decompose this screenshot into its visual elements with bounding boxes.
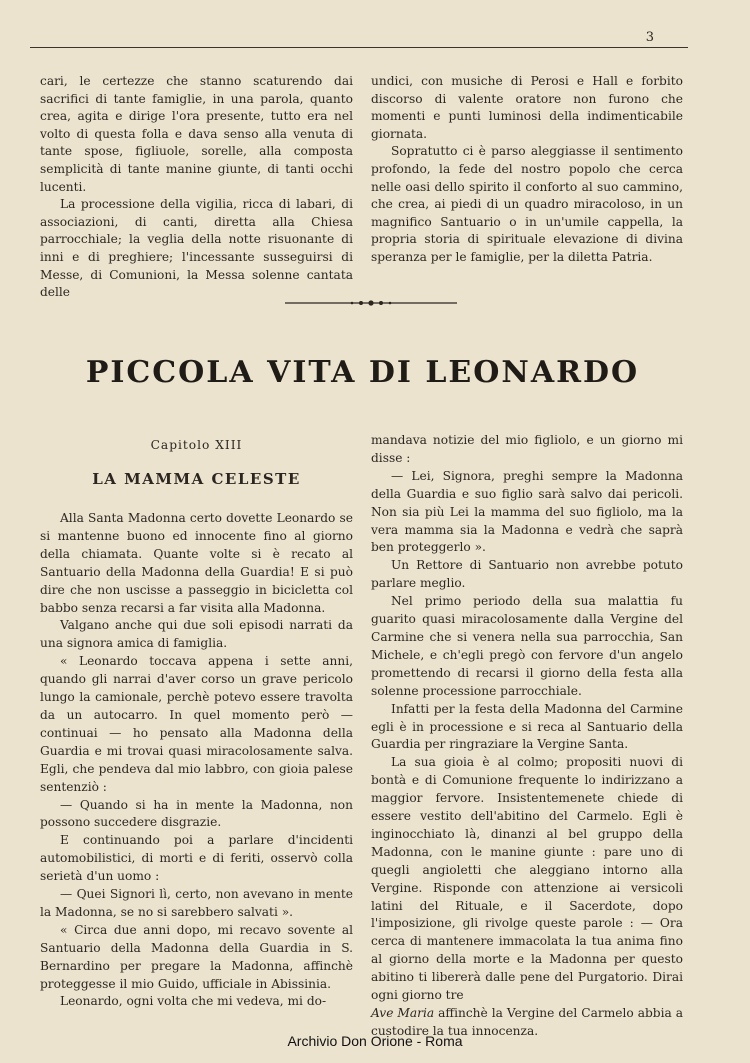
bottom-right-column (371, 432, 683, 1041)
paragraph: La processione della vigilia, ricca di labari, di associazioni, di canti, diretta alla Chiesa parrocchiale; la veglia della notte risuonante di inni e di preghiere; l'incessante susseguirsi di Messe, di Comunioni, la Messa solenne cantata delle (40, 197, 353, 300)
paragraph: mandava notizie del mio figliolo, e un giorno mi disse : (371, 433, 683, 465)
article-title: PICCOLA VITA DI LEONARDO (85, 355, 640, 390)
paragraph: Alla Santa Madonna certo dovette Leonardo se si mantenne buono ed innocente fino al giorno della chiamata. Quante volte si è recato al Santuario della Madonna della Guardia! E si può dire che non uscisse a passeggio in bicicletta col babbo senza recarsi a far visita alla Madonna. (40, 511, 353, 615)
paragraph-text: affinchè la Vergine del Carmelo abbia a custodire la tua innocenza. (371, 1006, 684, 1038)
section-divider-ornament (285, 298, 457, 308)
header-rule (30, 47, 688, 48)
bottom-left-column (40, 510, 353, 1011)
paragraph: La sua gioia è al colmo; propositi nuovi di bontà e di Comunione frequente lo indirizzano a maggior fervore. Insistentemenete chiede di essere vestito dell'abitino del Carmelo. Egli è inginocchiato là, dinanzi al bel gruppo della Madonna, con le manine giunte : pare uno di quegli angioletti che aleggiano intorno alla Vergine. Risponde con attenzione ai versicoli latini del Rituale, e il Sacerdote, dopo l'imposizione, gli rivolge queste parole : — Ora cerca di mantenere immacolata la tua anima fino al giorno della morte e la Madonna per questo abitino ti libererà dalle pene del Purgatorio. Dirai ogni giorno tre (371, 755, 683, 1003)
page-number: 3 (645, 30, 654, 45)
top-right-column (371, 73, 683, 267)
paragraph: Valgano anche qui due soli episodi narrati da una signora amica di famiglia. (40, 618, 353, 651)
paragraph: Infatti per la festa della Madonna del Carmine egli è in processione e si reca al Santuario della Guardia per ringraziare la Vergine Santa. (371, 701, 683, 752)
chapter-title: LA MAMMA CELESTE (92, 470, 301, 488)
paragraph: Leonardo, ogni volta che mi vedeva, mi do- (60, 994, 327, 1009)
paragraph: Sopratutto ci è parso aleggiasse il sentimento profondo, la fede del nostro popolo che cerca nelle oasi dello spirito il conforto al suo cammino, che crea, ai piedi di un quadro miracoloso, in un magnifico Santuario o in un'umile cappella, la propria storia di spirituale elevazione di divina speranza per le famiglie, per la diletta Patria. (371, 144, 683, 264)
paragraph: Nel primo periodo della sua malattia fu guarito quasi miracolosamente dalla Vergine del Carmine che si venera nella sua parrocchia, San Michele, e ch'egli pregò con fervore d'un angelo promettendo di recarsi il giorno della festa alla solenne processione parrocchiale. (371, 594, 683, 698)
paragraph: E continuando poi a parlare d'incidenti automobilistici, di morti e di feriti, osservò colla serietà d'un uomo : (40, 833, 353, 884)
paragraph: « Circa due anni dopo, mi recavo sovente al Santuario della Madonna della Guardia in S. Bernardino per pregare la Madonna, affinchè proteggesse il mio Guido, ufficiale in Abissinia. (40, 922, 353, 991)
archive-footer: Archivio Don Orione - Roma (287, 1033, 463, 1049)
prayer-name: Ave Maria (371, 1006, 435, 1020)
paragraph: Un Rettore di Santuario non avrebbe potuto parlare meglio. (371, 558, 683, 591)
chapter-number: Capitolo XIII (150, 438, 243, 452)
paragraph: — Lei, Signora, preghi sempre la Madonna della Guardia e suo figlio sarà salvo dai pericoli. Non sia più Lei la mamma del suo figliolo, ma la vera mamma sia la Madonna e vedrà che saprà ben proteggerlo ». (371, 468, 683, 555)
paragraph: cari, le certezze che stanno scaturendo dai sacrifici di tante famiglie, in una parola, quanto crea, agita e dirige l'ora presente, tutto era nel volto di questa folla e dava senso alla venuta di tante spose, figliuole, sorelle, alla composta semplicità di tante manine giunte, di tanti occhi lucenti. (40, 74, 353, 194)
paragraph: undici, con musiche di Perosi e Hall e forbito discorso di valente oratore non furono che momenti e punti luminosi della indimenticabile giornata. (371, 74, 683, 141)
paragraph: « Leonardo toccava appena i sette anni, quando gli narrai d'aver corso un grave pericolo lungo la camionale, perchè potevo essere travolta da un autocarro. In quel momento però — continuai — ho pensato alla Madonna della Guardia e mi trovai quasi miracolosamente salva. Egli, che pendeva dal mio labbro, con gioia palese sentenziò : (40, 654, 353, 794)
paragraph: — Quei Signori lì, certo, non avevano in mente la Madonna, se no si sarebbero salvati ». (40, 887, 353, 919)
paragraph: — Quando si ha in mente la Madonna, non possono succedere disgrazie. (40, 797, 353, 830)
top-left-column (40, 73, 353, 302)
